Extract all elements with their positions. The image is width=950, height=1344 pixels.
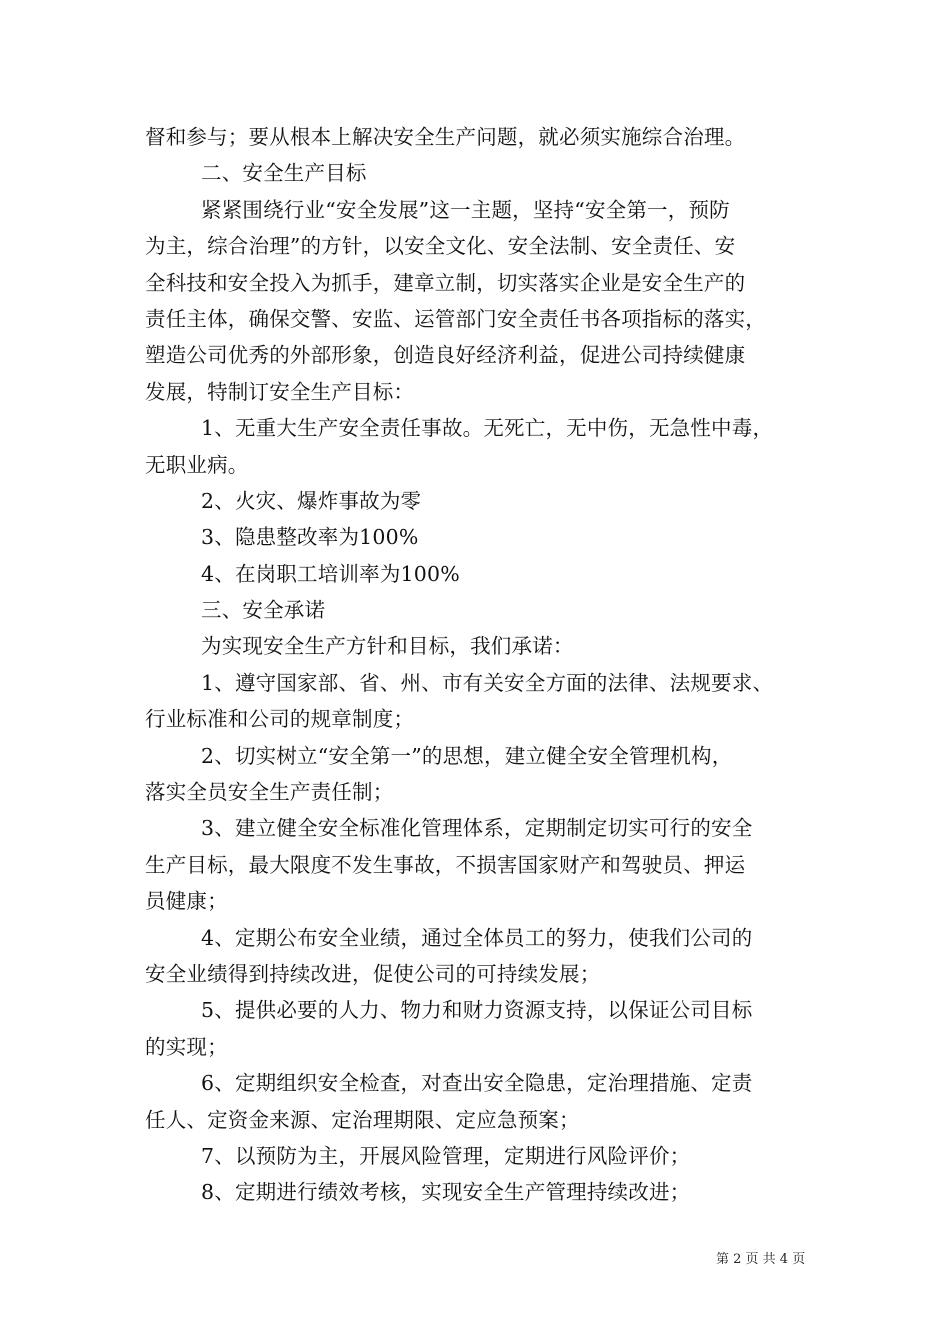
text-line: 为实现安全生产方针和目标，我们承诺： [201, 634, 574, 659]
text-line: 2、切实树立“安全第一”的思想，建立健全安全管理机构， [201, 743, 733, 768]
text-line: 督和参与；要从根本上解决安全生产问题，就必须实施综合治理。 [145, 125, 746, 149]
text-line: 8、定期进行绩效考核，实现安全生产管理持续改进； [201, 1180, 691, 1205]
text-line: 塑造公司优秀的外部形象，创造良好经济利益，促进公司持续健康 [145, 343, 746, 368]
page-number: 第 2 页 共 4 页 [716, 1252, 806, 1267]
text-line: 无职业病。 [145, 452, 249, 477]
text-line: 5、提供必要的人力、物力和财力资源支持，以保证公司目标 [201, 998, 753, 1023]
text-line: 落实全员安全生产责任制； [145, 780, 394, 805]
text-line: 紧紧围绕行业“安全发展”这一主题，坚持“安全第一，预防 [201, 197, 730, 222]
text-line: 的实现； [145, 1034, 228, 1059]
text-line: 4、定期公布安全业绩，通过全体员工的努力，使我们公司的 [201, 925, 753, 950]
text-line: 责任主体，确保交警、安监、运管部门安全责任书各项指标的落实， [145, 306, 766, 331]
text-line: 三、安全承诺 [201, 598, 326, 623]
text-line: 生产目标，最大限度不发生事故，不损害国家财产和驾驶员、押运 [145, 852, 746, 877]
text-line: 3、建立健全安全标准化管理体系，定期制定切实可行的安全 [201, 816, 753, 841]
text-line: 员健康； [145, 889, 228, 914]
text-line: 1、无重大生产安全责任事故。无死亡，无中伤，无急性中毒， [201, 416, 774, 441]
text-line: 6、定期组织安全检查，对查出安全隐患，定治理措施、定责 [201, 1071, 753, 1096]
text-line: 2、火灾、爆炸事故为零 [201, 488, 422, 513]
text-line: 二、安全生产目标 [201, 161, 367, 186]
text-line: 安全业绩得到持续改进，促使公司的可持续发展； [145, 961, 601, 986]
text-line: 行业标准和公司的规章制度； [145, 707, 415, 732]
document-body [145, 119, 815, 1211]
text-line: 全科技和安全投入为抓手，建章立制，切实落实企业是安全生产的 [145, 270, 746, 295]
text-line: 任人、定资金来源、定治理期限、定应急预案； [145, 1107, 580, 1132]
text-line: 4、在岗职工培训率为100% [201, 561, 460, 586]
text-line: 发展，特制订安全生产目标： [145, 379, 415, 404]
text-line: 1、遵守国家部、省、州、市有关安全方面的法律、法规要求、 [201, 670, 774, 695]
text-line: 为主，综合治理”的方针，以安全文化、安全法制、安全责任、安 [145, 234, 736, 259]
text-line: 3、隐患整改率为100% [201, 525, 419, 550]
text-line: 7、以预防为主，开展风险管理，定期进行风险评价； [201, 1143, 691, 1168]
